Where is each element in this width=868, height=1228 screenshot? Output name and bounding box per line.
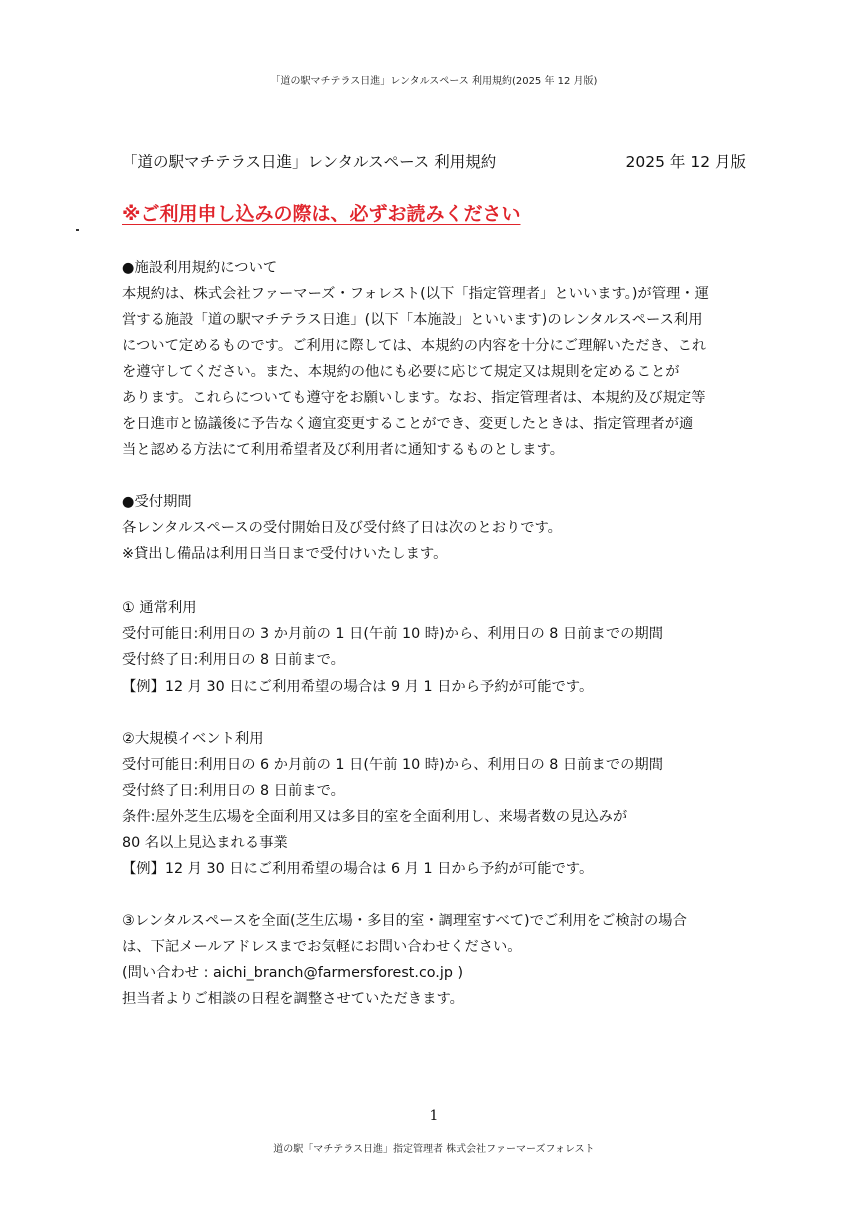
reception-line: 各レンタルスペースの受付開始日及び受付終了日は次のとおりです。 [122,520,562,536]
stray-mark [76,229,79,231]
full-space-line: 担当者よりご相談の日程を調整させていただきます。 [122,991,464,1007]
full-space-line: ③レンタルスペースを全面(芝生広場・多目的室・調理室すべて)でご利用をご検討の場合 [122,913,687,929]
terms-line: あります。これらについても遵守をお願いします。なお、指定管理者は、本規約及び規定等 [122,390,706,406]
normal-use-line: 受付可能日:利用日の 3 か月前の 1 日(午前 10 時)から、利用日の 8 日前までの期間 [122,626,664,642]
document-title: 「道の駅マチテラス日進」レンタルスペース 利用規約 [122,153,497,171]
large-event-example: 【例】12 月 30 日にご利用希望の場合は 6 月 1 日から予約が可能です。 [122,861,594,877]
title-row [122,150,748,172]
item-heading-normal-use: ① 通常利用 [122,600,197,616]
terms-line: 本規約は、株式会社ファーマーズ・フォレスト(以下「指定管理者」といいます。)が管理・運 [122,286,709,302]
read-notice: ※ご利用申し込みの際は、必ずお読みください [122,203,521,225]
large-event-line: 受付終了日:利用日の 8 日前まで。 [122,783,345,799]
document-version: 2025 年 12 月版 [625,153,746,171]
large-event-condition: 80 名以上見込まれる事業 [122,835,288,851]
terms-line: 当と認める方法にて利用希望者及び利用者に通知するものとします。 [122,442,565,458]
terms-line: 営する施設「道の駅マチテラス日進」(以下「本施設」といいます)のレンタルスペース利用 [122,312,703,328]
normal-use-example: 【例】12 月 30 日にご利用希望の場合は 9 月 1 日から予約が可能です。 [122,679,594,695]
section-heading-terms: ●施設利用規約について [122,260,278,276]
running-header: 「道の駅マチテラス日進」レンタルスペース 利用規約(2025 年 12 月版) [270,76,598,87]
reception-line: ※貸出し備品は利用日当日まで受付けいたします。 [122,546,448,562]
page-footer: 道の駅「マチテラス日進」指定管理者 株式会社ファーマーズフォレスト [273,1144,595,1155]
item-heading-large-event: ②大規模イベント利用 [122,731,264,747]
contact-email: (問い合わせ : aichi_branch@farmersforest.co.jp ) [122,965,464,981]
large-event-condition: 条件:屋外芝生広場を全面利用又は多目的室を全面利用し、来場者数の見込みが [122,809,628,825]
terms-line: について定めるものです。ご利用に際しては、本規約の内容を十分にご理解いただき、これ [122,338,707,354]
section-heading-reception: ●受付期間 [122,494,192,510]
page-number: 1 [429,1108,439,1124]
full-space-line: は、下記メールアドレスまでお気軽にお問い合わせください。 [122,939,522,955]
terms-line: を日進市と協議後に予告なく適宜変更することができ、変更したときは、指定管理者が適 [122,416,694,432]
terms-line: を遵守してください。また、本規約の他にも必要に応じて規定又は規則を定めることが [122,364,680,380]
normal-use-line: 受付終了日:利用日の 8 日前まで。 [122,652,345,668]
large-event-line: 受付可能日:利用日の 6 か月前の 1 日(午前 10 時)から、利用日の 8 日前までの期間 [122,757,664,773]
